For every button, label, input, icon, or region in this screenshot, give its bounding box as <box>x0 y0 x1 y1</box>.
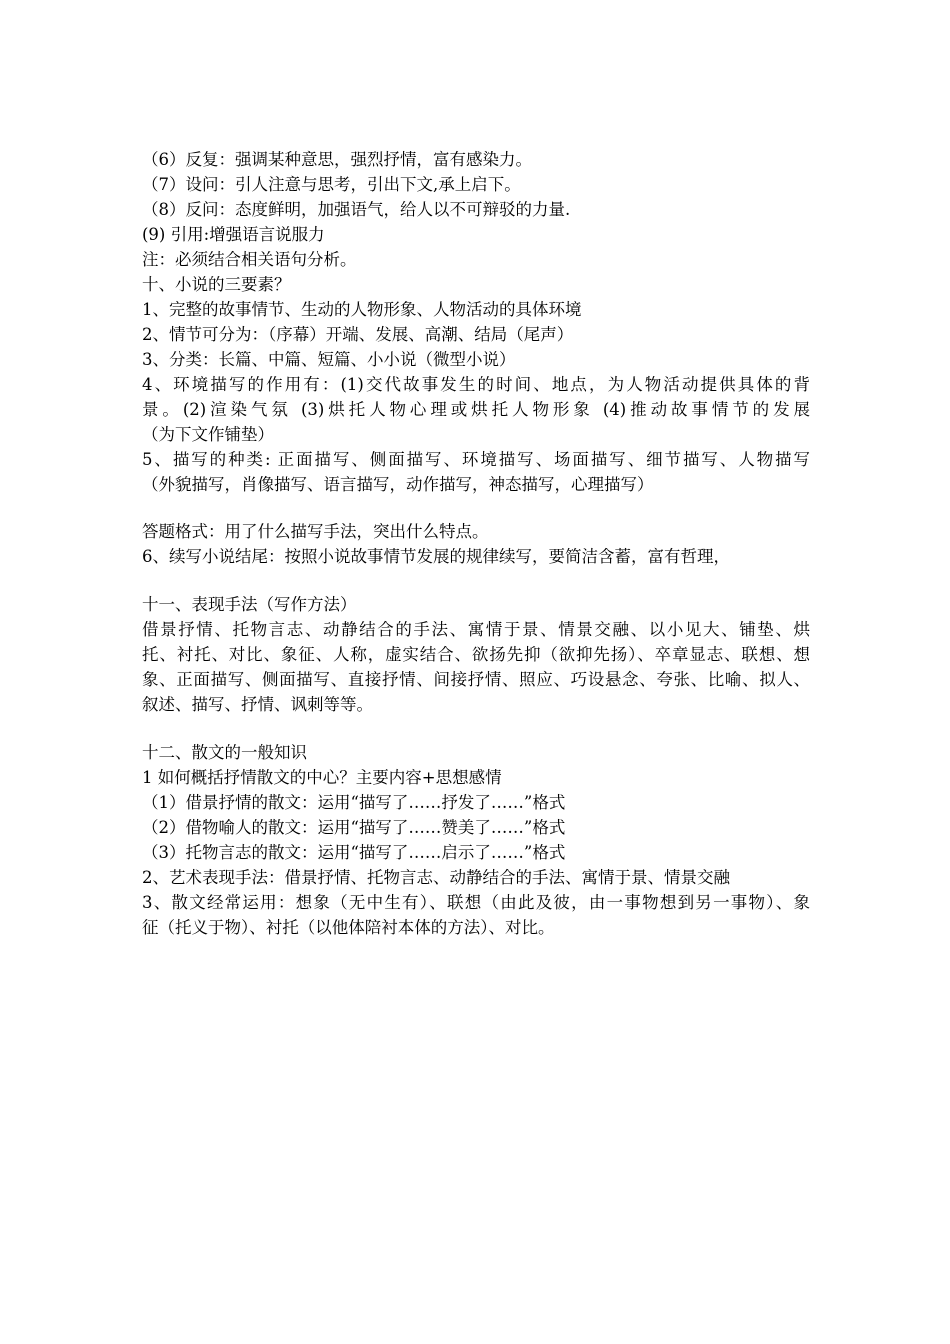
text-line: （1）借景抒情的散文：运用“描写了……抒发了……”格式 <box>142 793 566 812</box>
text-line: 借景抒情、托物言志、动静结合的手法、寓情于景、情景交融、以小见大、铺垫、烘 <box>142 620 810 639</box>
text-line: 3、分类：长篇、中篇、短篇、小小说（微型小说） <box>142 350 516 369</box>
section-heading: 十一、表现手法（写作方法） <box>142 595 357 614</box>
text-line: 1 如何概括抒情散文的中心？主要内容+思想感情 <box>142 768 502 787</box>
text-line: 征（托义于物）、衬托（以他体陪衬本体的方法）、对比。 <box>142 918 555 937</box>
text-line: （为下文作铺垫） <box>142 425 274 444</box>
text-line: 2、艺术表现手法：借景抒情、托物言志、动静结合的手法、寓情于景、情景交融 <box>142 868 730 887</box>
text-line: （8）反问：态度鲜明，加强语气，给人以不可辩驳的力量. <box>142 200 571 219</box>
text-line: （7）设问：引人注意与思考，引出下文,承上启下。 <box>142 175 521 194</box>
text-line: 答题格式：用了什么描写手法，突出什么特点。 <box>142 522 489 541</box>
text-line: 6、续写小说结尾：按照小说故事情节发展的规律续写，要简洁含蓄，富有哲理， <box>142 547 730 566</box>
text-line: （3）托物言志的散文：运用“描写了……启示了……”格式 <box>142 843 566 862</box>
text-line: 叙述、描写、抒情、讽刺等等。 <box>142 695 373 714</box>
text-line: 托、衬托、对比、象征、人称，虚实结合、欲扬先抑（欲抑先扬）、卒章显志、联想、想 <box>142 645 810 664</box>
text-line: 5、描写的种类: 正面描写、侧面描写、环境描写、场面描写、细节描写、人物描写 <box>142 450 810 469</box>
text-line: (9) 引用:增强语言说服力 <box>142 225 325 244</box>
text-line: 景。(2)渲染气氛 (3)烘托人物心理或烘托人物形象 (4)推动故事情节的发展 <box>142 400 810 419</box>
text-line: 象、正面描写、侧面描写、直接抒情、间接抒情、照应、巧设悬念、夸张、比喻、拟人、 <box>142 670 810 689</box>
text-line: （外貌描写，肖像描写、语言描写，动作描写，神态描写，心理描写） <box>142 475 654 494</box>
text-line: （6）反复：强调某种意思，强烈抒情，富有感染力。 <box>142 150 532 169</box>
text-line: 4、环境描写的作用有：(1)交代故事发生的时间、地点，为人物活动提供具体的背 <box>142 375 810 394</box>
text-line: 2、情节可分为：（序幕）开端、发展、高潮、结局（尾声） <box>142 325 574 344</box>
text-line: 3、散文经常运用：想象（无中生有）、联想（由此及彼，由一事物想到另一事物）、象 <box>142 893 810 912</box>
text-line: （2）借物喻人的散文：运用“描写了……赞美了……”格式 <box>142 818 566 837</box>
section-heading: 十、小说的三要素？ <box>142 275 291 294</box>
text-line: 注：必须结合相关语句分析。 <box>142 250 357 269</box>
section-heading: 十二、散文的一般知识 <box>142 743 307 762</box>
text-line: 1、完整的故事情节、生动的人物形象、人物活动的具体环境 <box>142 300 582 319</box>
